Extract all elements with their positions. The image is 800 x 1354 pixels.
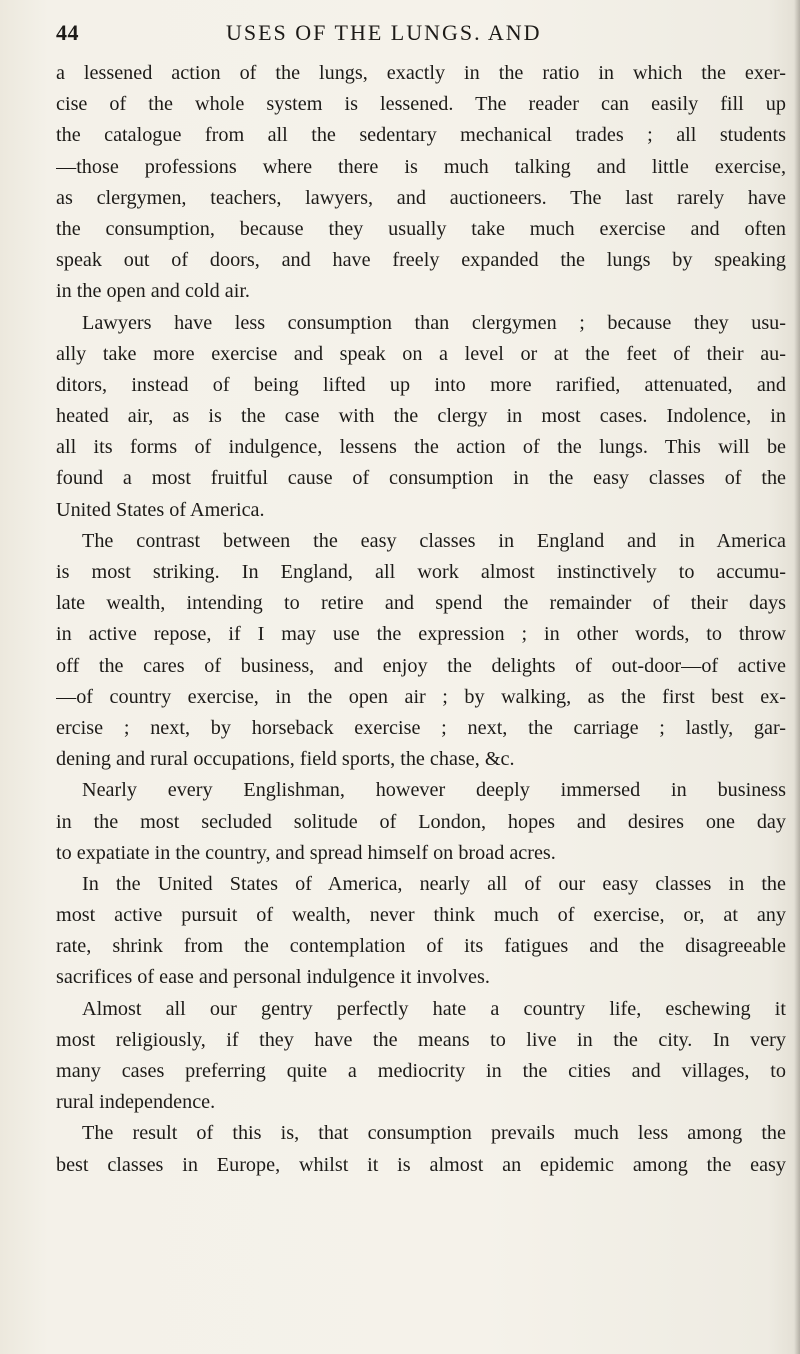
text-line: as clergymen, teachers, lawyers, and auctioneers. The last rarely have (56, 186, 786, 209)
text-line: late wealth, intending to retire and spend the remainder of their days (56, 592, 786, 615)
text-line: Almost all our gentry perfectly hate a country life, eschewing it (82, 997, 786, 1020)
running-head: USES OF THE LUNGS. AND (226, 20, 542, 45)
text-line: rate, shrink from the contemplation of its fatigues and the disagreeable (56, 935, 786, 958)
text-line: In the United States of America, nearly all of our easy classes in the (82, 872, 786, 895)
text-line: Nearly every Englishman, however deeply immersed in business (82, 779, 786, 802)
text-line: —those professions where there is much talking and little exercise, (56, 155, 786, 178)
text-line: cise of the whole system is lessened. The reader can easily fill up (56, 93, 786, 116)
text-line: off the cares of business, and enjoy the delights of out-door—of active (56, 654, 786, 677)
text-line: the consumption, because they usually take much exercise and often (56, 217, 786, 240)
text-line: in the most secluded solitude of London, hopes and desires one day (56, 810, 786, 833)
text-line: dening and rural occupations, field sports, the chase, &c. (56, 748, 515, 771)
page-edge-shadow (794, 0, 800, 1354)
text-line: a lessened action of the lungs, exactly in the ratio in which the exer- (56, 62, 786, 84)
text-line: ally take more exercise and speak on a level or at the feet of their au- (56, 342, 786, 365)
text-line: in active repose, if I may use the expression ; in other words, to throw (56, 623, 786, 646)
text-line: best classes in Europe, whilst it is almost an epidemic among the easy (56, 1153, 786, 1176)
page-header (56, 20, 776, 50)
text-line: in the open and cold air. (56, 280, 250, 303)
text-line: is most striking. In England, all work almost instinctively to accumu- (56, 561, 786, 583)
text-line: Lawyers have less consumption than clergymen ; because they usu- (82, 311, 786, 334)
text-line: to expatiate in the country, and spread himself on broad acres. (56, 841, 556, 864)
text-line: sacrifices of ease and personal indulgence it involves. (56, 966, 490, 989)
text-line: the catalogue from all the sedentary mechanical trades ; all students (56, 124, 786, 147)
text-line: rural independence. (56, 1091, 216, 1114)
text-line: most active pursuit of wealth, never think much of exercise, or, at any (56, 904, 786, 927)
text-line: The result of this is, that consumption prevails much less among the (82, 1122, 786, 1145)
text-line: The contrast between the easy classes in England and in America (82, 529, 786, 552)
page-number: 44 (56, 20, 79, 45)
text-line: —of country exercise, in the open air ; by walking, as the first best ex- (56, 685, 786, 708)
text-line: many cases preferring quite a mediocrity in the cities and villages, to (56, 1060, 786, 1082)
text-line: ditors, instead of being lifted up into more rarified, attenuated, and (56, 373, 786, 396)
text-line: found a most fruitful cause of consumption in the easy classes of the (56, 467, 786, 490)
text-line: ercise ; next, by horseback exercise ; next, the carriage ; lastly, gar- (56, 716, 786, 739)
text-line: all its forms of indulgence, lessens the action of the lungs. This will be (56, 436, 786, 459)
text-line: speak out of doors, and have freely expanded the lungs by speaking (56, 249, 786, 272)
body-text (56, 58, 786, 1181)
text-line: heated air, as is the case with the clergy in most cases. Indolence, in (56, 405, 786, 428)
text-line: United States of America. (56, 498, 265, 521)
text-line: most religiously, if they have the means to live in the city. In very (56, 1028, 786, 1051)
